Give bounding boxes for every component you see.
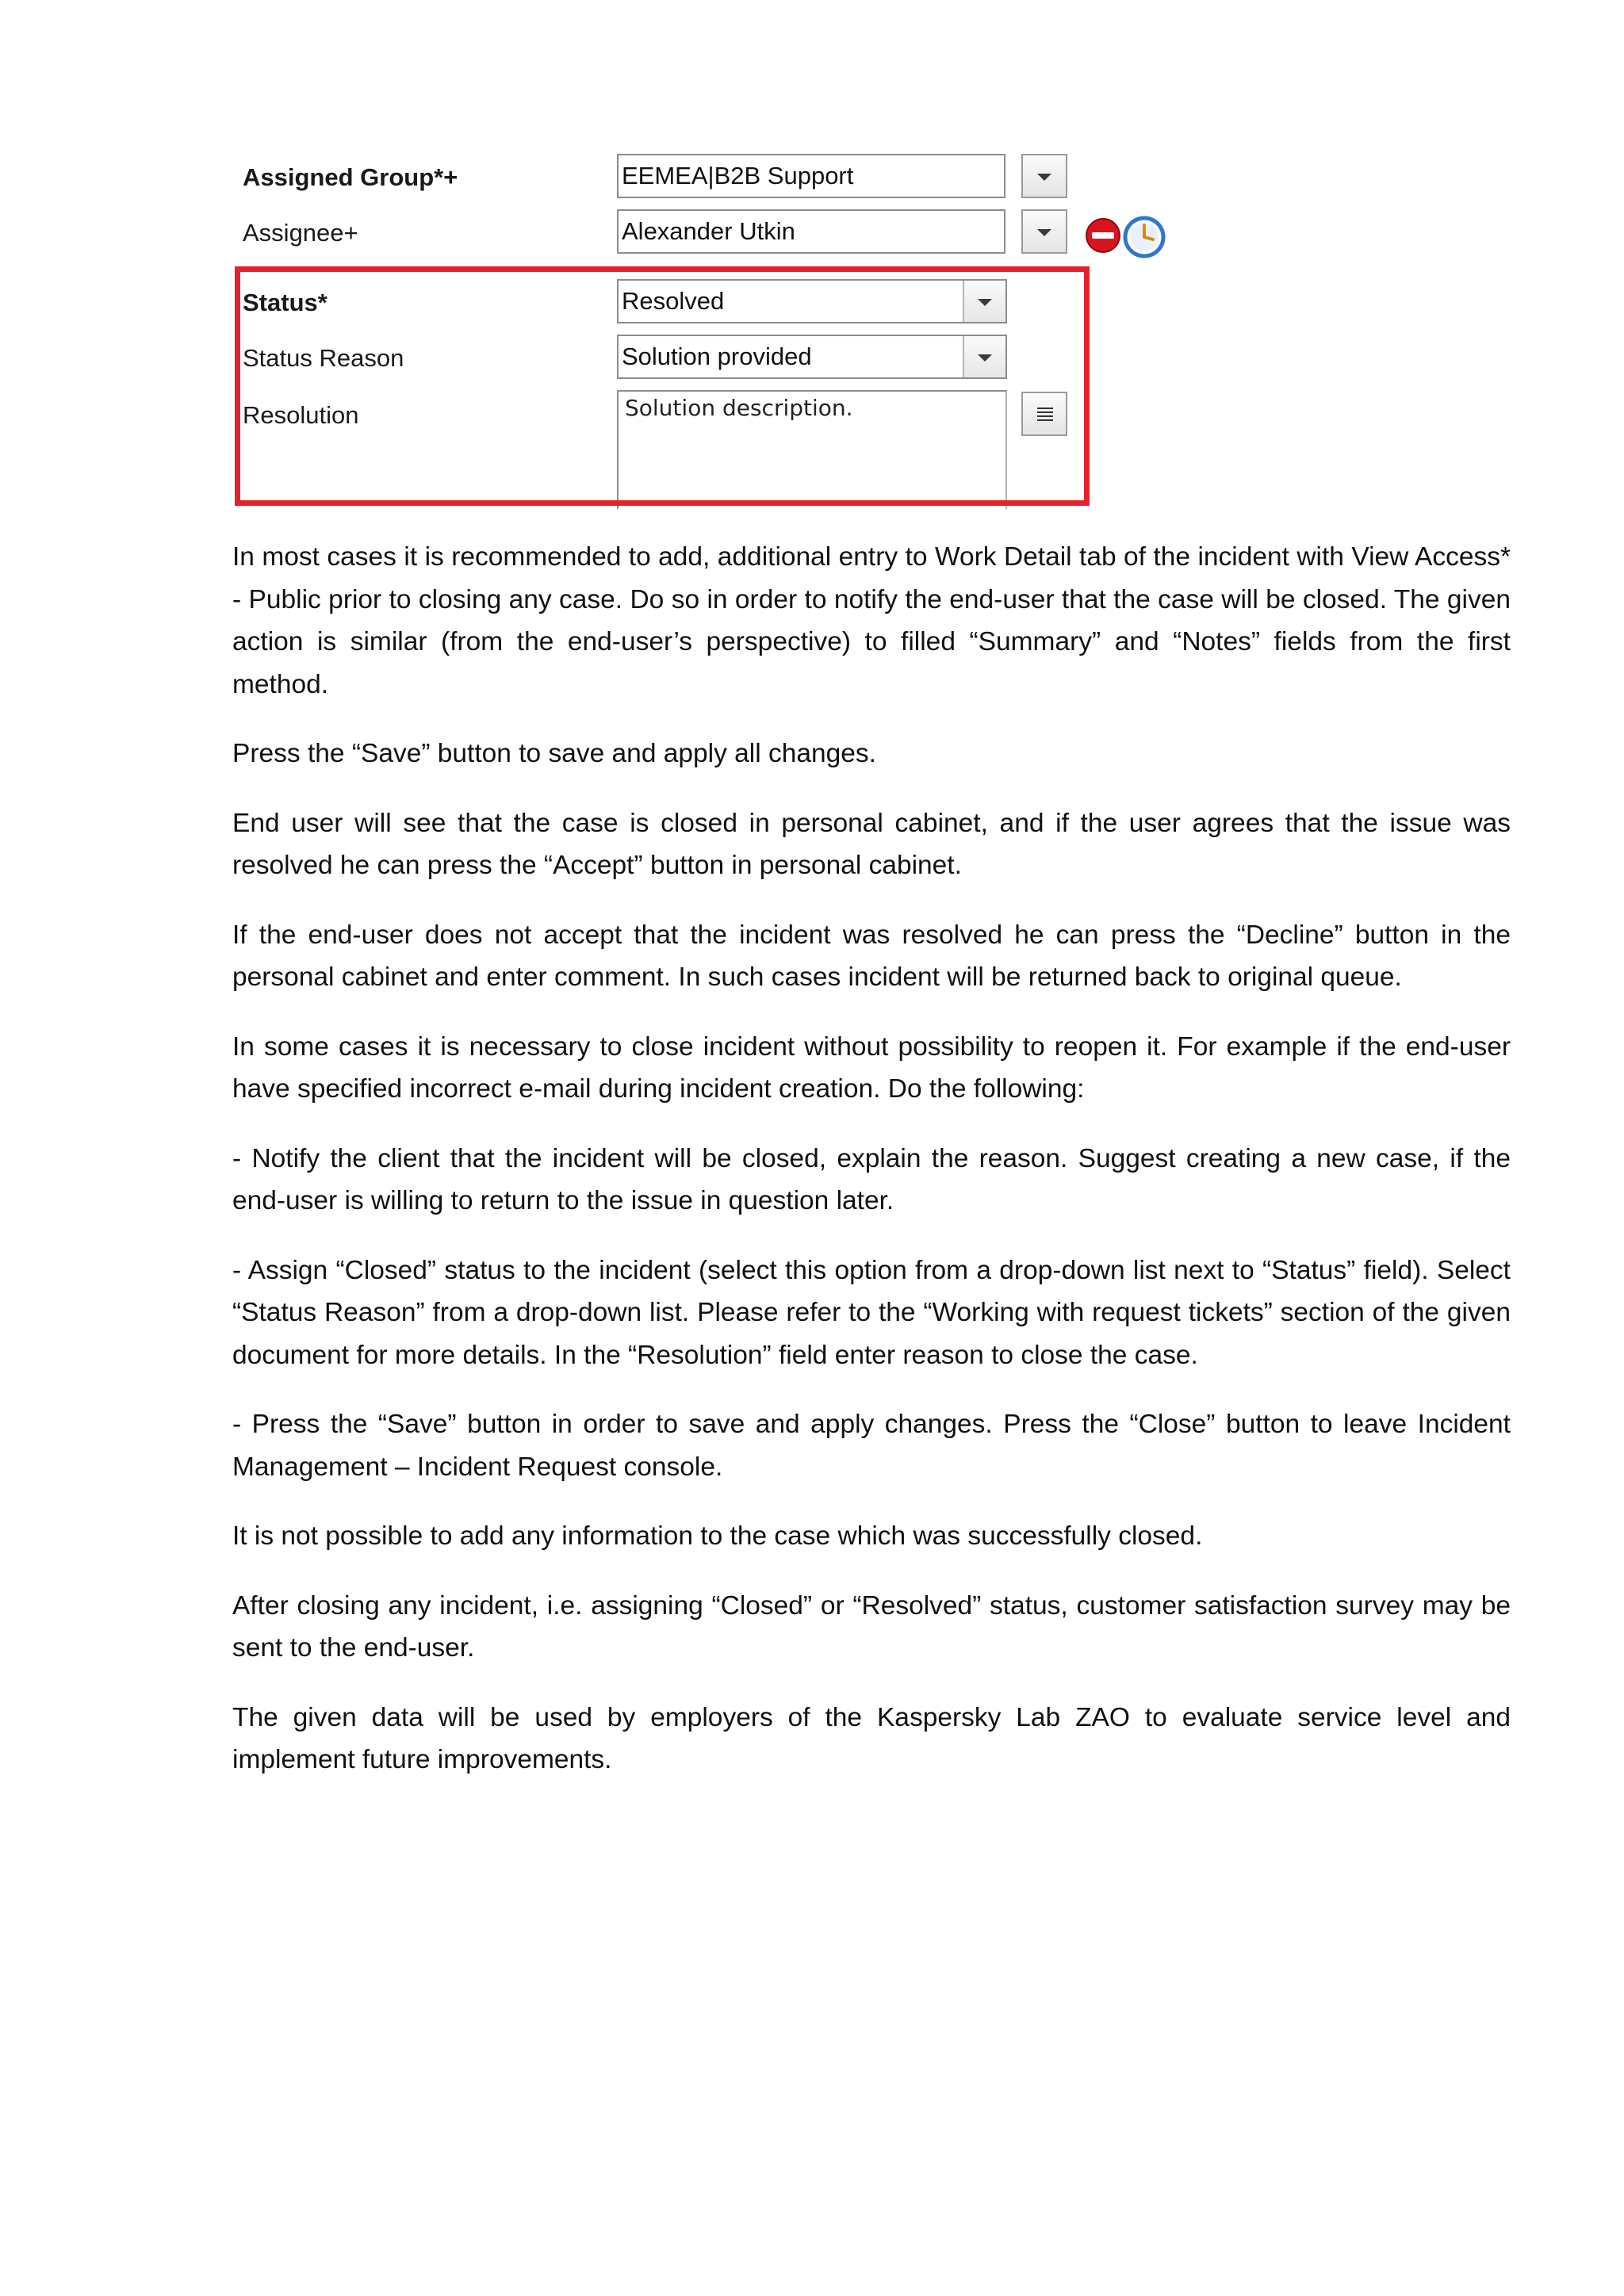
chevron-down-icon [1037,174,1051,181]
paragraph: If the end-user does not accept that the incident was resolved he can press the “Decline” button in the personal cabinet and enter comment. In such cases incident will be returned back to original queue. [232,920,1511,992]
paragraph: - Press the “Save” button in order to save and apply changes. Press the “Close” button to leave Incident Management – Incident Request console. [232,1410,1511,1482]
paragraph: End user will see that the case is closed in personal cabinet, and if the user agrees that the issue was resolved he can press the “Accept” button in personal cabinet. [232,808,1511,880]
paragraph: After closing any incident, i.e. assigning “Closed” or “Resolved” status, customer satisfaction survey may be sent to the end-user. [232,1590,1511,1663]
assignee-field[interactable]: Alexander Utkin [617,209,1005,254]
status-dropdown-arrow[interactable] [963,281,1005,322]
resolution-textarea[interactable]: Solution description. [617,390,1007,509]
text-editor-button[interactable] [1021,392,1067,436]
status-value: Resolved [622,287,725,315]
clock-icon[interactable] [1123,216,1166,258]
incident-form-screenshot [235,143,1234,523]
document-body [232,536,1511,1808]
assignee-label: Assignee+ [243,219,358,247]
assigned-group-label: Assigned Group*+ [243,163,458,191]
status-select[interactable] [617,279,1007,323]
paragraph: In some cases it is necessary to close incident without possibility to reopen it. For example if the end-user have specified incorrect e-mail during incident creation. Do the following: [232,1031,1511,1104]
assignee-dropdown-button[interactable] [1021,209,1067,254]
status-label: Status* [243,289,327,316]
chevron-down-icon [1037,229,1051,236]
assigned-group-dropdown-button[interactable] [1021,154,1067,198]
paragraph: - Assign “Closed” status to the incident (select this option from a drop-down list next to “Status” field). Select “Status Reason” from a drop-down list. Please refer to the “Working with request tickets” section of the given document for more details. In the “Resolution” field enter reason to close the case. [232,1255,1511,1370]
status-reason-select[interactable] [617,335,1007,379]
paragraph: Press the “Save” button to save and apply all changes. [232,739,876,768]
chevron-down-icon [978,299,992,306]
status-reason-label: Status Reason [243,344,404,372]
status-reason-value: Solution provided [622,342,812,370]
paragraph: In most cases it is recommended to add, additional entry to Work Detail tab of the incident with View Access* - Public prior to closing any case. Do so in order to notify the end-user that the case will be closed. The given action is similar (from the end-user’s perspective) to filled “Summary” and “Notes” fields from the first method. [232,542,1511,699]
paragraph: - Notify the client that the incident will be closed, explain the reason. Suggest creating a new case, if the end-user is willing to return to the issue in question later. [232,1143,1511,1215]
resolution-label: Resolution [243,401,359,429]
assigned-group-field[interactable]: EEMEA|B2B Support [617,154,1005,198]
stop-icon[interactable] [1085,217,1121,254]
paragraph: It is not possible to add any information to the case which was successfully closed. [232,1521,1203,1551]
status-reason-dropdown-arrow[interactable] [963,336,1005,377]
paragraph: The given data will be used by employers of the Kaspersky Lab ZAO to evaluate service level and implement future improvements. [232,1702,1511,1774]
chevron-down-icon [978,354,992,362]
